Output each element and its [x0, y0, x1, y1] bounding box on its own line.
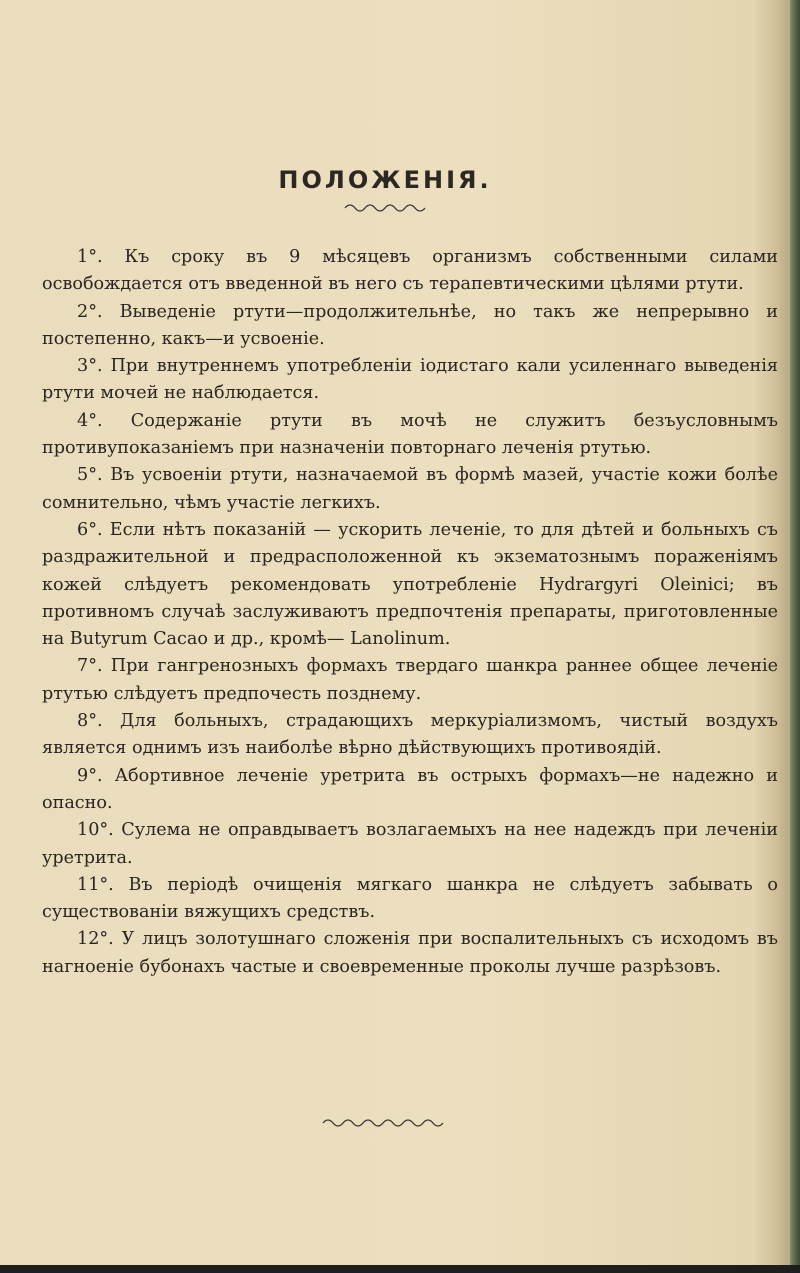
position-6: 6°. Если нѣтъ показаній — ускорить леченіе, то для дѣтей и больныхъ съ раздражительной и предрасположенной къ экзематознымъ пораженіямъ кожей слѣдуетъ рекомендовать употребленіе Hydrargyri Oleinici; въ противномъ случаѣ заслуживаютъ предпочтенія препараты, приготовленные на Butyrum Cacao и др., кромѣ— Lanolinum.: [42, 519, 778, 650]
position-8: 8°. Для больныхъ, страдающихъ меркуріализмомъ, чистый воздухъ является однимъ изъ наиболѣе вѣрно дѣйствующихъ противоядій.: [42, 711, 778, 759]
position-2: 2°. Выведеніе ртути—продолжительнѣе, но такъ же непрерывно и постепенно, какъ—и усвоеніе.: [42, 301, 778, 349]
page-title: ПОЛОЖЕНІЯ.: [278, 166, 492, 194]
end-ornament: [0, 1114, 770, 1133]
position-7: 7°. При гангренозныхъ формахъ твердаго шанкра раннее общее леченіе ртутью слѣдуетъ предпочесть позднему.: [42, 656, 778, 704]
positions-list: [42, 244, 778, 981]
position-12: 12°. У лицъ золотушнаго сложенія при воспалительныхъ съ исходомъ въ нагноеніе бубонахъ частые и своевременные проколы лучше разрѣзовъ.: [42, 929, 778, 977]
title-ornament: [0, 199, 770, 218]
position-9: 9°. Абортивное леченіе уретрита въ острыхъ формахъ—не надежно и опасно.: [42, 765, 778, 813]
position-3: 3°. При внутреннемъ употребленіи іодистаго кали усиленнаго выведенія ртути мочей не наблюдается.: [42, 356, 778, 404]
page-edge-right: [790, 0, 800, 1273]
position-4: 4°. Содержаніе ртути въ мочѣ не служитъ безъусловнымъ противупоказаніемъ при назначеніи повторнаго леченія ртутью.: [42, 410, 778, 459]
page-edge-bottom: [0, 1265, 800, 1273]
position-11: 11°. Въ періодѣ очищенія мягкаго шанкра не слѣдуетъ забывать о существованіи вяжущихъ средствъ.: [42, 874, 778, 923]
position-10: 10°. Сулема не оправдываетъ возлагаемыхъ на нее надеждъ при леченіи уретрита.: [42, 820, 778, 868]
position-1: 1°. Къ сроку въ 9 мѣсяцевъ организмъ собственными силами освобождается отъ введенной въ него съ терапевтическими цѣлями ртути.: [42, 247, 778, 295]
position-5: 5°. Въ усвоеніи ртути, назначаемой въ формѣ мазей, участіе кожи болѣе сомнительно, чѣмъ участіе легкихъ.: [42, 465, 778, 513]
